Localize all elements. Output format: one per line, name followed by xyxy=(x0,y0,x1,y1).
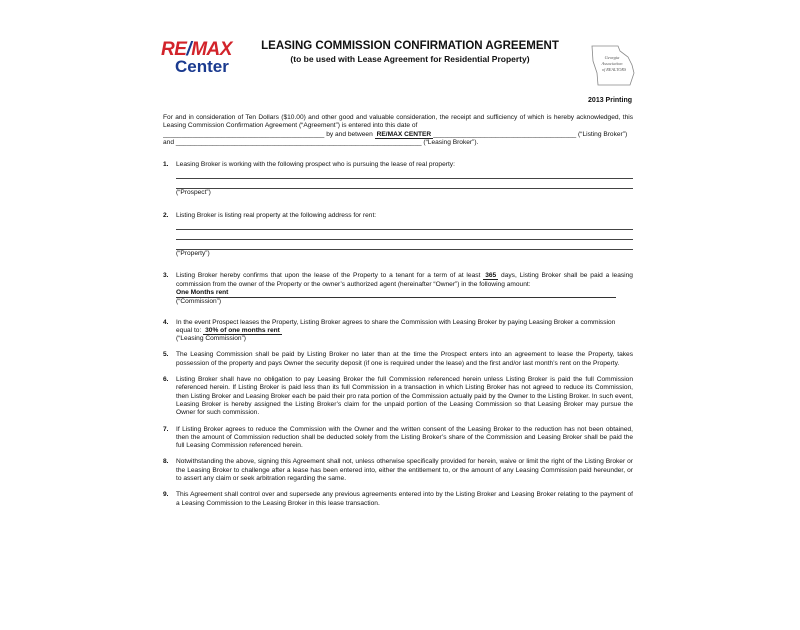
prospect-line-1[interactable] xyxy=(176,171,633,179)
clause-number: 9. xyxy=(163,491,169,499)
svg-text:Georgia: Georgia xyxy=(604,55,620,60)
leasing-commission-label: (“Leasing Commission”) xyxy=(176,335,246,343)
document-title: LEASING COMMISSION CONFIRMATION AGREEMENT xyxy=(261,40,559,52)
clause-text-b: days, Listing Broker shall be paid a leasing commission from the owner of the Property or the owner’s authorized agent (hereinafter “Owner”) in the following amount: xyxy=(176,272,633,288)
lease-term-days-field[interactable]: 365 xyxy=(485,272,497,280)
listing-broker-name-field[interactable]: RE/MAX CENTER xyxy=(376,130,432,138)
leasing-broker-label: (“Leasing Broker”). xyxy=(423,138,479,146)
property-line-1[interactable] xyxy=(176,222,633,230)
clause-number: 3. xyxy=(163,272,169,280)
clause-text: Listing Broker shall have no obligation to pay Leasing Broker the full Commission referenced herein unless Listing Broker is paid the full Commission referenced herein. If Listing Broker is paid less than its full Commission in a transaction in which Listing Broker has not agreed to reduce its Commission, then Listing Broker and Leasing Broker each be paid their pro rata portion of the Commission actually paid by the Owner to the Listing Broker. In such event, Leasing Broker is hereby assigned the Listing Broker’s claim for the unpaid portion of the Leasing Commission so that Leasing Broker may pursue the Owner for such commission. xyxy=(176,376,633,417)
clause-number: 7. xyxy=(163,425,169,433)
clause-7 xyxy=(163,426,633,451)
clause-3 xyxy=(163,272,633,306)
clause-8 xyxy=(163,458,633,483)
agreement-body xyxy=(163,114,633,508)
document-subtitle: (to be used with Lease Agreement for Residential Property) xyxy=(290,54,530,64)
clause-number: 1. xyxy=(163,161,169,169)
clause-number: 2. xyxy=(163,211,169,219)
clause-text: In the event Prospect leases the Property, Listing Broker agrees to share the Commission with Leasing Broker by paying Leasing Broker a commission equal to: xyxy=(176,318,616,334)
clause-number: 5. xyxy=(163,351,169,359)
property-label: (“Property”) xyxy=(176,250,210,258)
clause-number: 6. xyxy=(163,376,169,384)
clause-number: 4. xyxy=(163,318,169,326)
clause-text: The Leasing Commission shall be paid by Listing Broker no later than at the time the Prospect enters into an agreement to lease the Property, takes possession of the property and pays Owner the security deposit (if one is required under the lease) and the first and/or last month’s rent on the Property. xyxy=(176,351,633,367)
intro-line-leasing: and ___________________________________________________________________ (“Leasing Broker”). xyxy=(163,138,479,146)
clause-text: If Listing Broker agrees to reduce the Commission with the Owner and the written consent of the Leasing Broker to the reduction has not been obtained, then the amount of Commission reduction shall be deducted solely from the Listing Broker’s share of the Commission and Leasing Broker shall be paid the full Leasing Commission referenced herein. xyxy=(176,425,633,450)
intro-paragraph: For and in consideration of Ten Dollars ($10.00) and other good and valuable consideration, the receipt and sufficiency of which is hereby acknowledged, this Leasing Commission Confirmation Agreement (“Agreement”) is entered into this date of xyxy=(163,114,633,130)
by-between-text: by and between xyxy=(326,130,373,138)
clause-2 xyxy=(163,212,633,259)
clause-4 xyxy=(163,319,633,344)
svg-text:of REALTORS: of REALTORS xyxy=(601,67,627,72)
and-text: and xyxy=(163,138,175,146)
clause-1 xyxy=(163,161,633,198)
clause-5 xyxy=(163,351,633,368)
clause-6 xyxy=(163,376,633,417)
svg-text:Association: Association xyxy=(601,61,623,66)
commission-label: (“Commission”) xyxy=(176,298,222,306)
clause-number: 8. xyxy=(163,458,169,466)
georgia-realtors-seal xyxy=(588,43,638,89)
clause-text: Leasing Broker is working with the following prospect who is pursuing the lease of real property: xyxy=(176,161,455,169)
property-line-2[interactable] xyxy=(176,232,633,240)
property-line-3[interactable] xyxy=(176,242,633,250)
listing-broker-label: (“Listing Broker”) xyxy=(578,130,628,138)
printing-year: 2013 Printing xyxy=(588,97,632,104)
commission-amount-field[interactable]: One Months rent xyxy=(176,288,229,296)
clause-text: Notwithstanding the above, signing this Agreement shall not, unless otherwise specifically provided for herein, waive or limit the right of the Listing Broker or the Leasing Broker to challenge after a lease has been entered into, either the entitlement to, or the amount of any Leasing Commission paid hereunder, or to assert any claim or seek arbitration regarding the same. xyxy=(176,458,633,483)
intro-line-broker: ____________________________________________ by and between RE/MAX CENTER _______________________________________ (“Listing Broker”) xyxy=(163,130,628,138)
clause-9 xyxy=(163,491,633,508)
prospect-line-2[interactable] xyxy=(176,181,633,189)
leasing-commission-field[interactable]: 30% of one months rent xyxy=(205,326,280,334)
clause-text: Listing Broker is listing real property at the following address for rent: xyxy=(176,211,377,219)
commission-amount-line xyxy=(176,289,633,298)
clause-text: This Agreement shall control over and supersede any previous agreements entered into by the Listing Broker and Leasing Broker relating to the payment of a Leasing Commission to the Leasing Broker in this lease transaction. xyxy=(176,491,633,507)
prospect-label: (“Prospect”) xyxy=(176,189,211,197)
remax-center-logo: RE/MAX Center xyxy=(161,39,232,76)
clause-text-a: Listing Broker hereby confirms that upon the lease of the Property to a tenant for a term of at least xyxy=(176,272,481,280)
